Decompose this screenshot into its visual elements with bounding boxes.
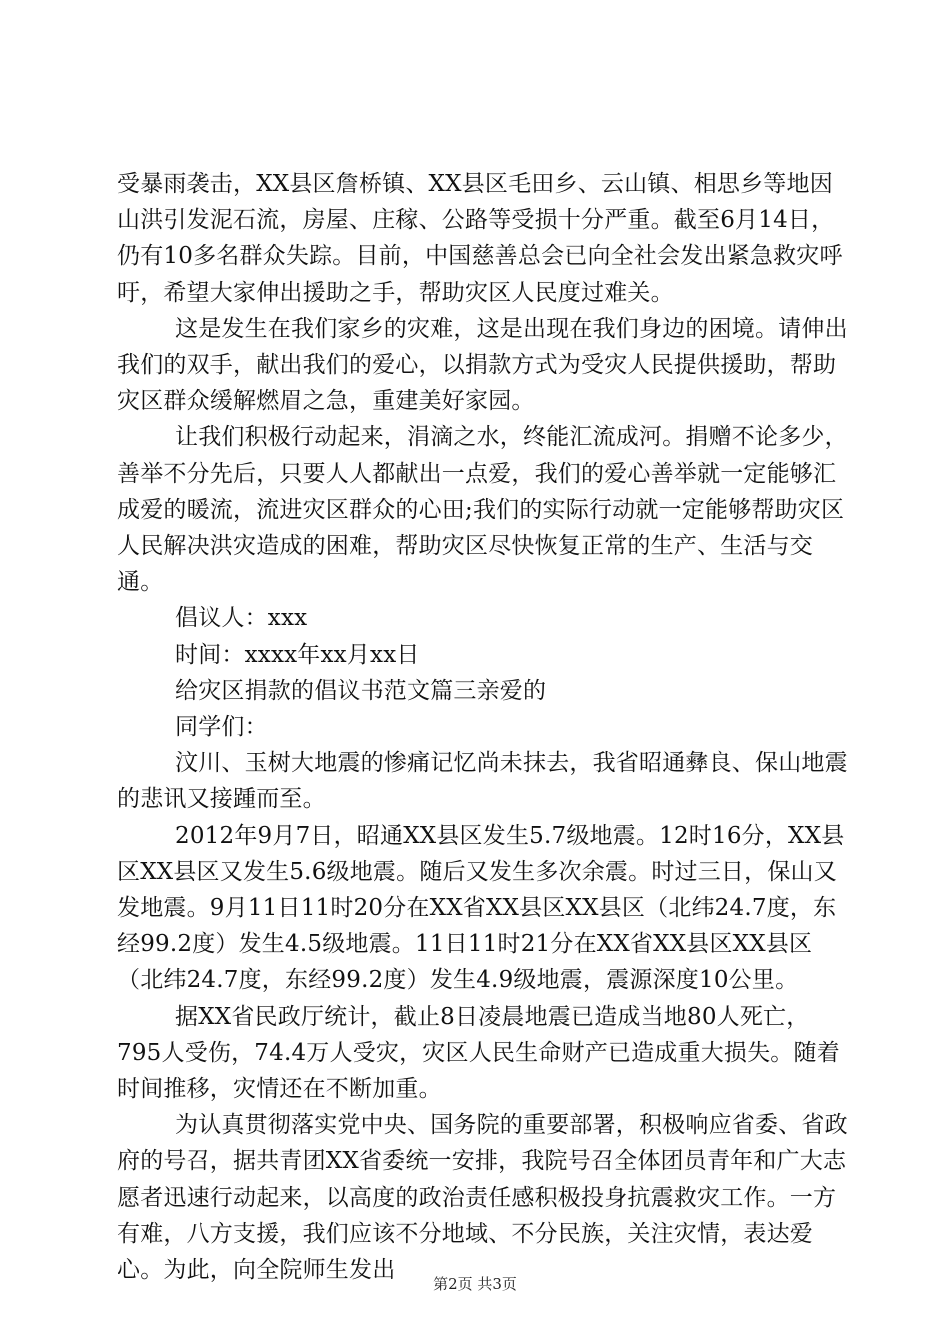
paragraph: 让我们积极行动起来，涓滴之水，终能汇流成河。捐赠不论多少，善举不分先后，只要人人都献出一点爱，我们的爱心善举就一定能够汇成爱的暖流，流进灾区群众的心田;我们的实际行动就一定能够帮助灾区人民解决洪灾造成的困难，帮助灾区尽快恢复正常的生产、生活与交通。 — [117, 424, 848, 596]
paragraph: 据XX省民政厅统计，截止8日凌晨地震已造成当地80人死亡，795人受伤，74.4万人受灾，灾区人民生命财产已造成重大损失。随着时间推移，灾情还在不断加重。 — [117, 1003, 840, 1103]
paragraph: 给灾区捐款的倡议书范文篇三亲爱的 — [175, 677, 547, 704]
paragraph: 为认真贯彻落实党中央、国务院的重要部署，积极响应省委、省政府的号召，据共青团XX省委统一安排，我院号召全体团员青年和广大志愿者迅速行动起来，以高度的政治责任感积极投身抗震救灾工作。一方有难，八方支援，我们应该不分地域、不分民族，关注灾情，表达爱心。为此，向全院师生发出 — [117, 1112, 848, 1284]
paragraph: 这是发生在我们家乡的灾难，这是出现在我们身边的困境。请伸出我们的双手，献出我们的爱心，以捐款方式为受灾人民提供援助，帮助灾区群众缓解燃眉之急，重建美好家园。 — [117, 315, 848, 415]
page-footer: 第2页 共3页 — [433, 1275, 517, 1293]
document-body — [117, 166, 852, 1288]
paragraph: 2012年9月7日，昭通XX县区发生5.7级地震。12时16分，XX县区XX县区又发生5.6级地震。随后又发生多次余震。时过三日，保山又发地震。9月11日11时20分在XX省XX县区XX县区（北纬24.7度，东经99.2度）发生4.5级地震。11日11时21分在XX省XX县区XX县区（北纬24.7度，东经99.2度）发生4.9级地震，震源深度10公里。 — [117, 822, 845, 994]
paragraph: 受暴雨袭击，XX县区詹桥镇、XX县区毛田乡、云山镇、相思乡等地因山洪引发泥石流，房屋、庄稼、公路等受损十分严重。截至6月14日，仍有10多名群众失踪。目前，中国慈善总会已向全社会发出紧急救灾呼吁，希望大家伸出援助之手，帮助灾区人民度过难关。 — [117, 171, 843, 306]
paragraph: 汶川、玉树大地震的惨痛记忆尚未抹去，我省昭通彝良、保山地震的悲讯又接踵而至。 — [117, 750, 848, 813]
paragraph: 同学们： — [175, 714, 268, 741]
paragraph: 倡议人：xxx — [175, 605, 308, 632]
paragraph: 时间：xxxx年xx月xx日 — [175, 641, 420, 668]
